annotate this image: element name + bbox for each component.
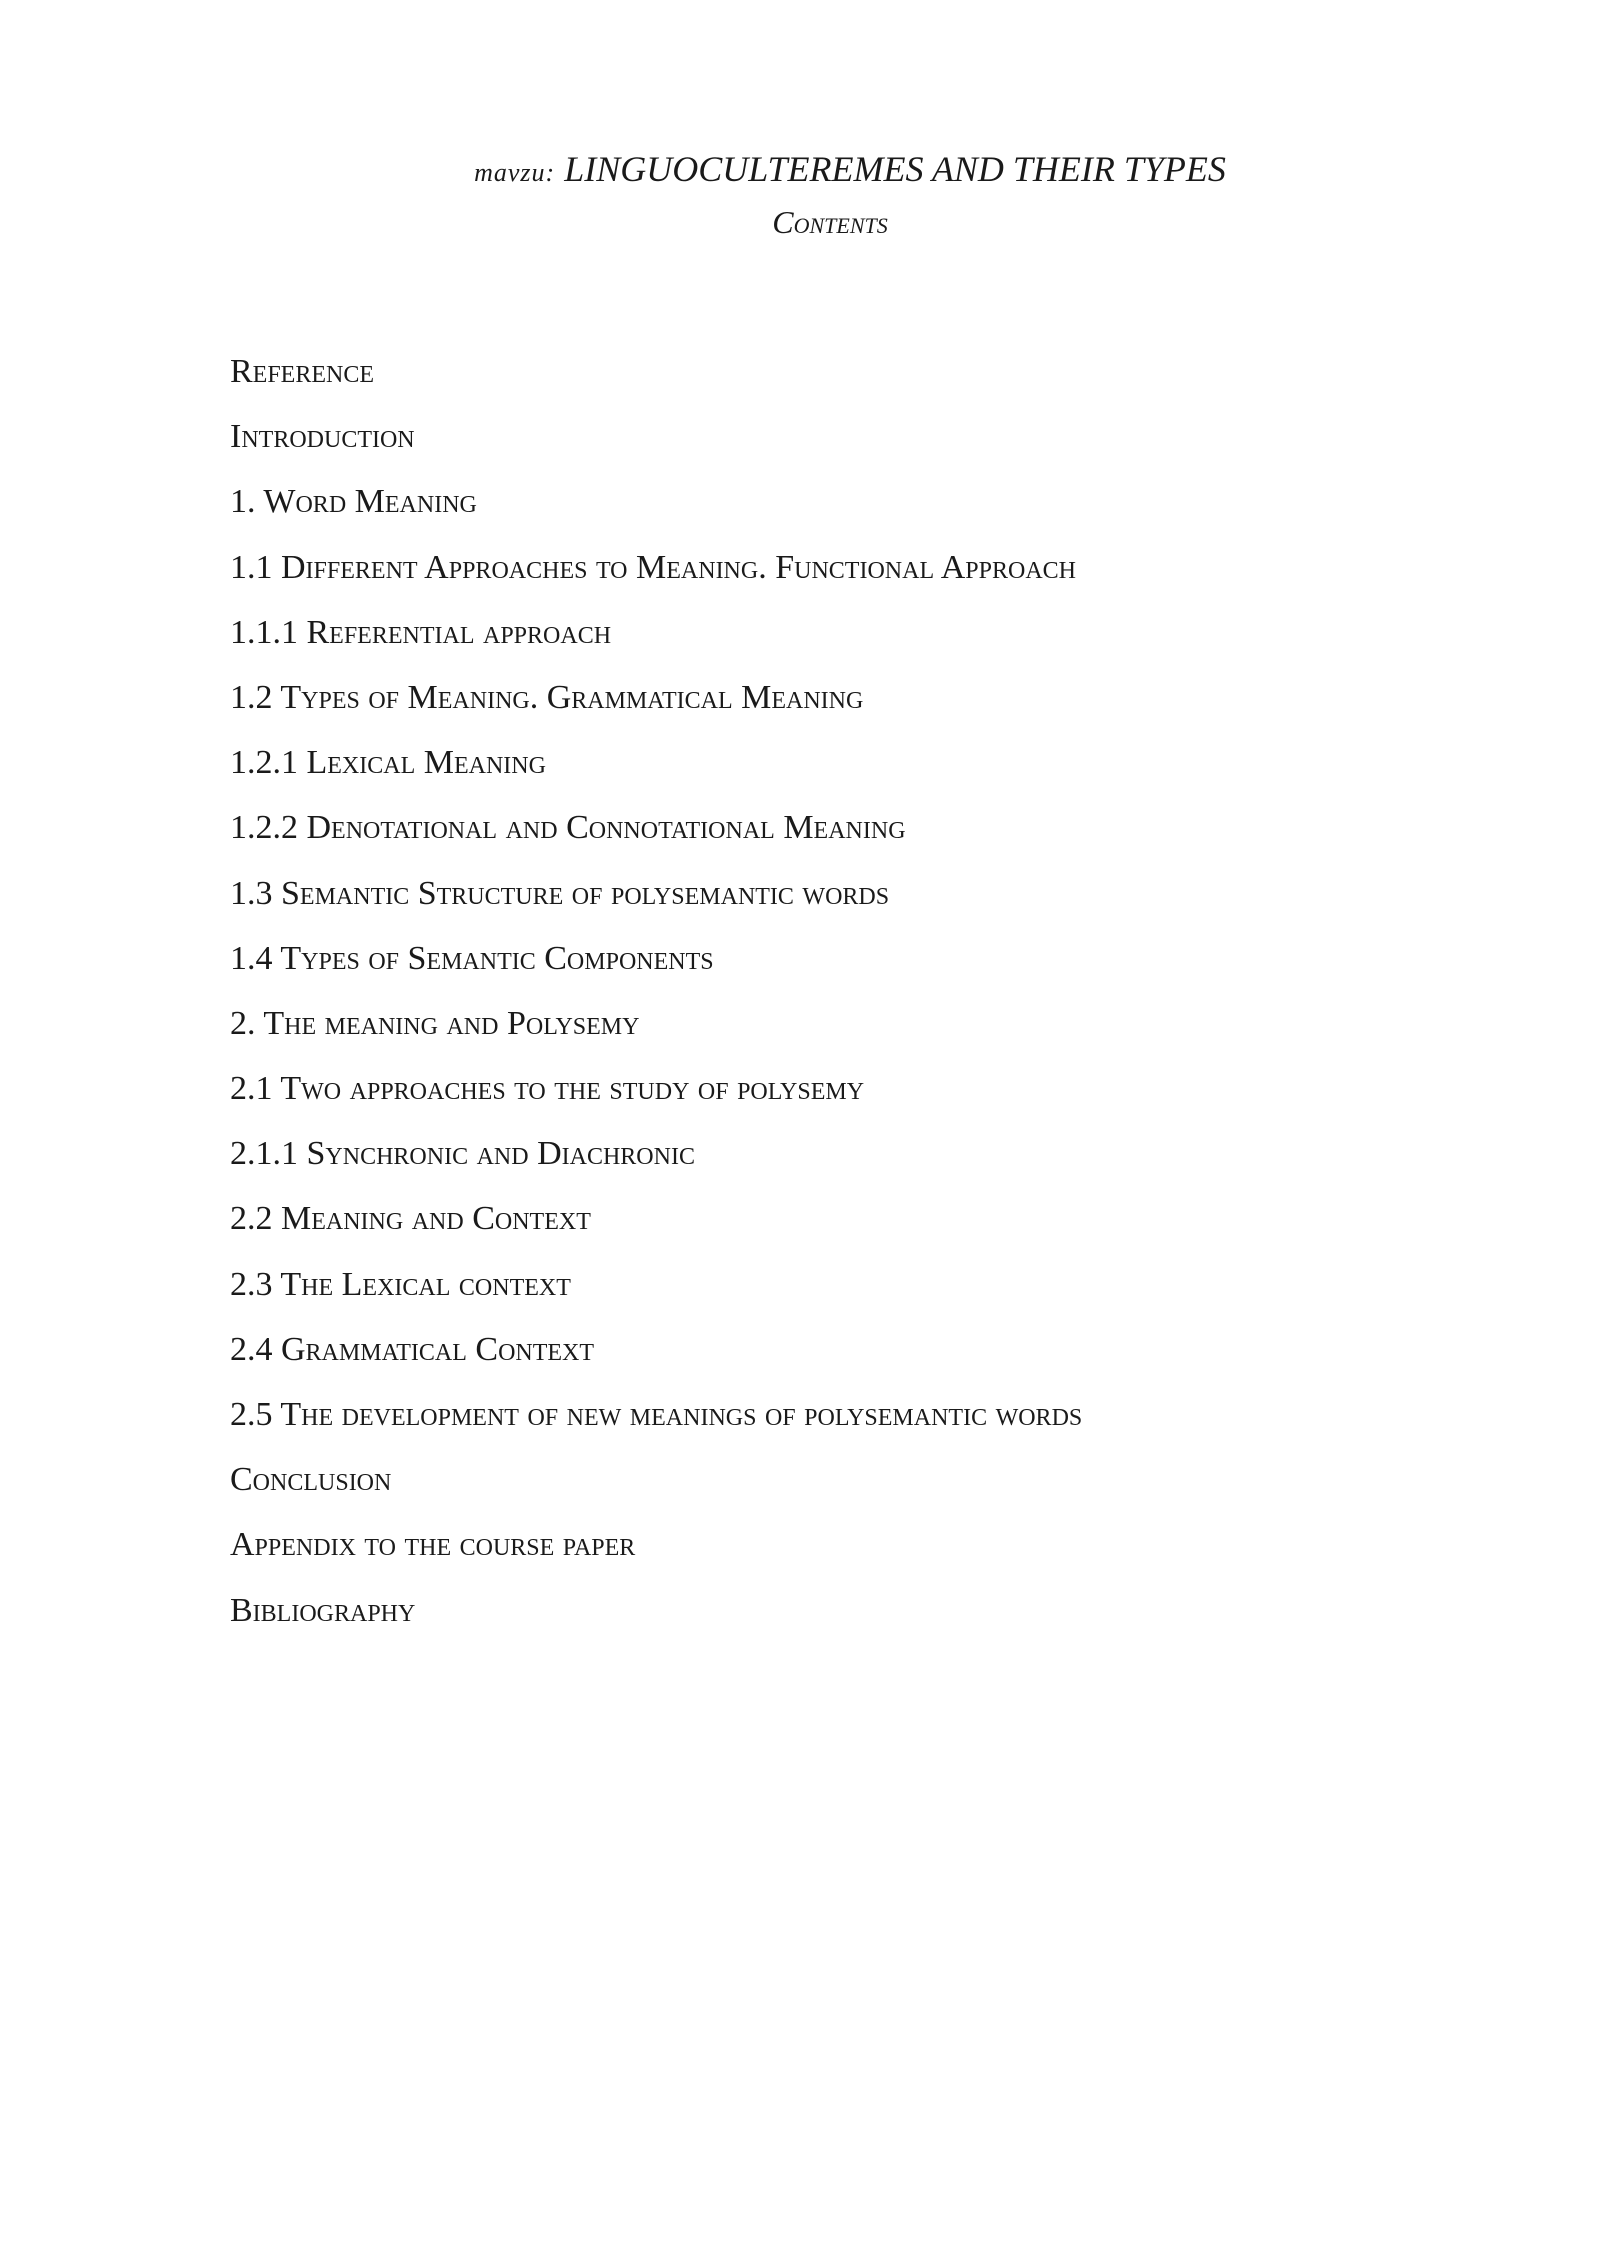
toc-entry: 1.1 Different Approaches to Meaning. Functional Approach — [230, 548, 1076, 586]
toc-entry: Reference — [230, 353, 375, 390]
toc-entry: Conclusion — [230, 1461, 392, 1499]
table-of-contents — [230, 350, 1430, 1654]
toc-entry: 1.2.2 Denotational and Connotational Meaning — [230, 809, 906, 847]
toc-entry: 1.2 Types of Meaning. Grammatical Meaning — [230, 678, 864, 716]
toc-entry: 2.3 The Lexical context — [230, 1265, 571, 1303]
title-prefix: mavzu: — [474, 158, 556, 187]
toc-entry: 1.1.1 Referential approach — [230, 613, 612, 651]
toc-entry: 1.4 Types of Semantic Components — [230, 939, 714, 977]
toc-entry: 2.1 Two approaches to the study of polysemy — [230, 1070, 865, 1108]
toc-entry: 2.4 Grammatical Context — [230, 1330, 595, 1368]
toc-entry: Introduction — [230, 418, 415, 456]
toc-entry: 1.3 Semantic Structure of polysemantic words — [230, 874, 890, 912]
title-main: LINGUOCULTEREMES AND THEIR TYPES — [564, 149, 1226, 189]
toc-entry: 2.5 The development of new meanings of polysemantic words — [230, 1396, 1083, 1433]
toc-entry: 1.2.1 Lexical Meaning — [230, 744, 546, 782]
contents-heading: Contents — [772, 204, 888, 241]
toc-entry: Appendix to the course paper — [230, 1526, 636, 1564]
title-block — [0, 148, 1600, 242]
toc-entry: Bibliography — [230, 1591, 416, 1629]
toc-entry: 2.2 Meaning and Context — [230, 1200, 591, 1238]
toc-entry: 2.1.1 Synchronic and Diachronic — [230, 1135, 695, 1173]
toc-entry: 1. Word Meaning — [230, 483, 477, 521]
document-title — [0, 148, 1600, 191]
toc-entry: 2. The meaning and Polysemy — [230, 1004, 640, 1042]
